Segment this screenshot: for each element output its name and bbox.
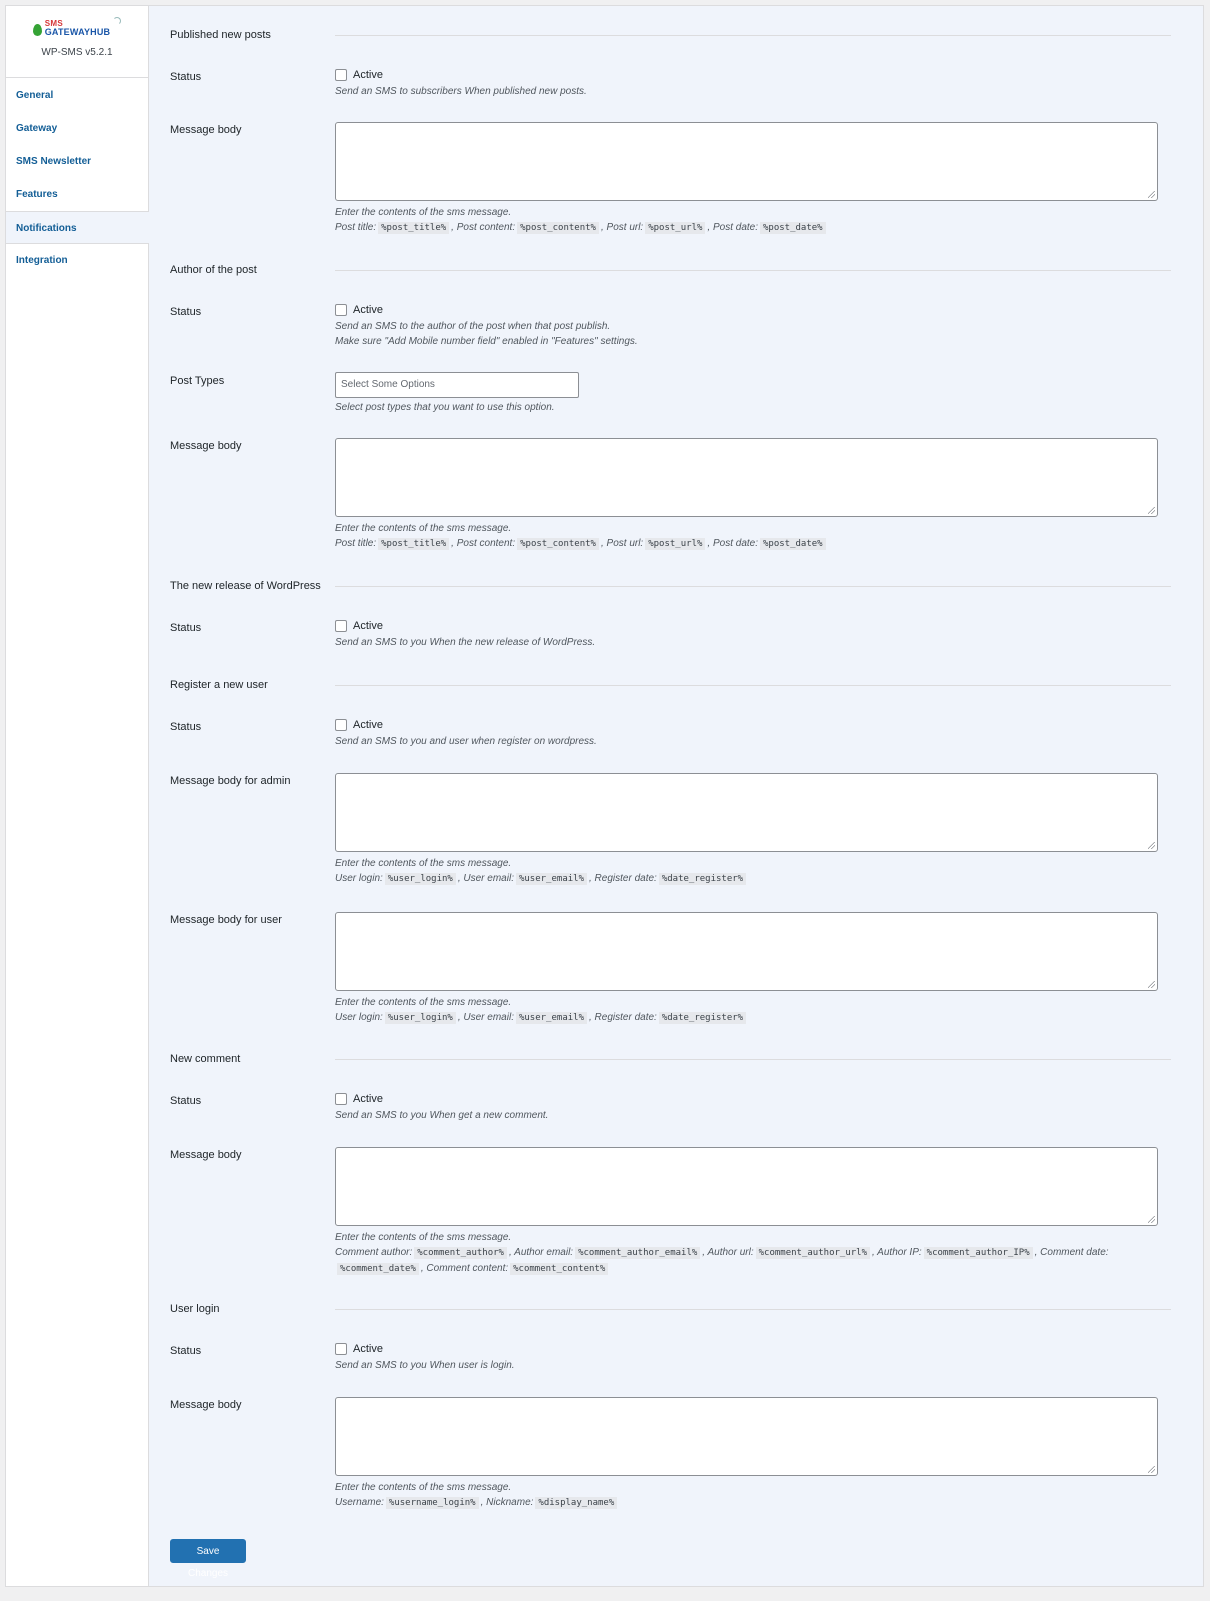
location-pin-icon: [33, 24, 42, 36]
message-help: Enter the contents of the sms message. Username: %username_login% , Nickname: %display_name%: [335, 1480, 619, 1511]
post-types-select[interactable]: Select Some Options: [335, 372, 579, 398]
section-divider: [335, 1309, 1171, 1310]
status-description: Send an SMS to the author of the post when that post publish. Make sure "Add Mobile number field" enabled in "Features" settings.: [335, 321, 638, 347]
status-label: Status: [170, 71, 202, 83]
section-title-published: Published new posts: [170, 29, 271, 41]
login-message-textarea[interactable]: [335, 1397, 1158, 1476]
nav-item-gateway[interactable]: Gateway: [16, 123, 58, 134]
status-description: Send an SMS to you When user is login.: [335, 1360, 515, 1371]
comment-message-textarea[interactable]: [335, 1147, 1158, 1226]
register-user-message-textarea[interactable]: [335, 912, 1158, 991]
status-description: Send an SMS to you and user when register on wordpress.: [335, 736, 597, 747]
brand: [6, 6, 148, 78]
section-divider: [335, 685, 1171, 686]
status-label: Status: [170, 622, 202, 634]
author-message-textarea[interactable]: [335, 438, 1158, 517]
status-label: Status: [170, 721, 202, 733]
sidebar: [6, 6, 149, 1586]
admin-message-label: Message body for admin: [170, 775, 291, 787]
status-label: Status: [170, 1095, 202, 1107]
nav-item-general[interactable]: General: [16, 90, 54, 101]
section-title-register: Register a new user: [170, 679, 268, 691]
message-body-label: Message body: [170, 1149, 242, 1161]
section-title-wordpress: The new release of WordPress: [170, 580, 321, 592]
active-label: Active: [353, 304, 383, 316]
logo: [33, 16, 122, 38]
author-active-checkbox[interactable]: [335, 304, 347, 316]
section-title-author: Author of the post: [170, 264, 257, 276]
message-body-label: Message body: [170, 440, 242, 452]
published-active-checkbox[interactable]: [335, 69, 347, 81]
section-divider: [335, 586, 1171, 587]
section-divider: [335, 270, 1171, 271]
message-body-label: Message body: [170, 1399, 242, 1411]
post-types-label: Post Types: [170, 375, 225, 387]
active-label: Active: [353, 69, 383, 81]
user-message-label: Message body for user: [170, 914, 282, 926]
section-title-comment: New comment: [170, 1053, 241, 1065]
logo-text-bottom: GATEWAYHUB: [44, 26, 111, 37]
settings-form: [149, 6, 1203, 1586]
message-help: Enter the contents of the sms message. User login: %user_login% , User email: %user_email% , Register date: %date_register%: [335, 995, 748, 1026]
status-label: Status: [170, 306, 202, 318]
settings-page: [5, 5, 1204, 1587]
section-divider: [335, 35, 1171, 36]
login-active-checkbox[interactable]: [335, 1343, 347, 1355]
nav-item-notifications[interactable]: Notifications: [6, 211, 149, 244]
nav-item-sms-newsletter[interactable]: SMS Newsletter: [16, 156, 92, 167]
message-help: Enter the contents of the sms message. Post title: %post_title% , Post content: %post_content% , Post url: %post_url% , Post date: %post_date%: [335, 205, 828, 236]
register-admin-message-textarea[interactable]: [335, 773, 1158, 852]
active-label: Active: [353, 1093, 383, 1105]
wordpress-active-checkbox[interactable]: [335, 620, 347, 632]
message-body-label: Message body: [170, 124, 242, 136]
message-help: Enter the contents of the sms message. User login: %user_login% , User email: %user_email% , Register date: %date_register%: [335, 856, 748, 887]
post-types-description: Select post types that you want to use this option.: [335, 402, 555, 413]
comment-active-checkbox[interactable]: [335, 1093, 347, 1105]
status-description: Send an SMS to subscribers When published new posts.: [335, 86, 587, 97]
section-title-login: User login: [170, 1303, 220, 1315]
published-message-textarea[interactable]: [335, 122, 1158, 201]
active-label: Active: [353, 719, 383, 731]
message-help: Enter the contents of the sms message. Comment author: %comment_author% , Author email: %comment_author_email% , Author url: %comment_author_url% , Author IP: %comment_author_IP% , Comment date: %comment_date% , Comment content: %comment_content%: [335, 1232, 1109, 1274]
save-changes-button[interactable]: Save Changes: [170, 1539, 246, 1563]
nav-item-integration[interactable]: Integration: [16, 255, 68, 266]
signal-wave-icon: [113, 17, 121, 25]
logo-text-top: SMS: [44, 18, 63, 28]
plugin-version: WP-SMS v5.2.1: [41, 47, 113, 58]
status-description: Send an SMS to you When the new release of WordPress.: [335, 637, 596, 648]
active-label: Active: [353, 1343, 383, 1355]
nav-item-features[interactable]: Features: [16, 189, 58, 200]
status-description: Send an SMS to you When get a new comment.: [335, 1110, 549, 1121]
active-label: Active: [353, 620, 383, 632]
register-active-checkbox[interactable]: [335, 719, 347, 731]
status-label: Status: [170, 1345, 202, 1357]
section-divider: [335, 1059, 1171, 1060]
message-help: Enter the contents of the sms message. Post title: %post_title% , Post content: %post_content% , Post url: %post_url% , Post date: %post_date%: [335, 521, 828, 552]
